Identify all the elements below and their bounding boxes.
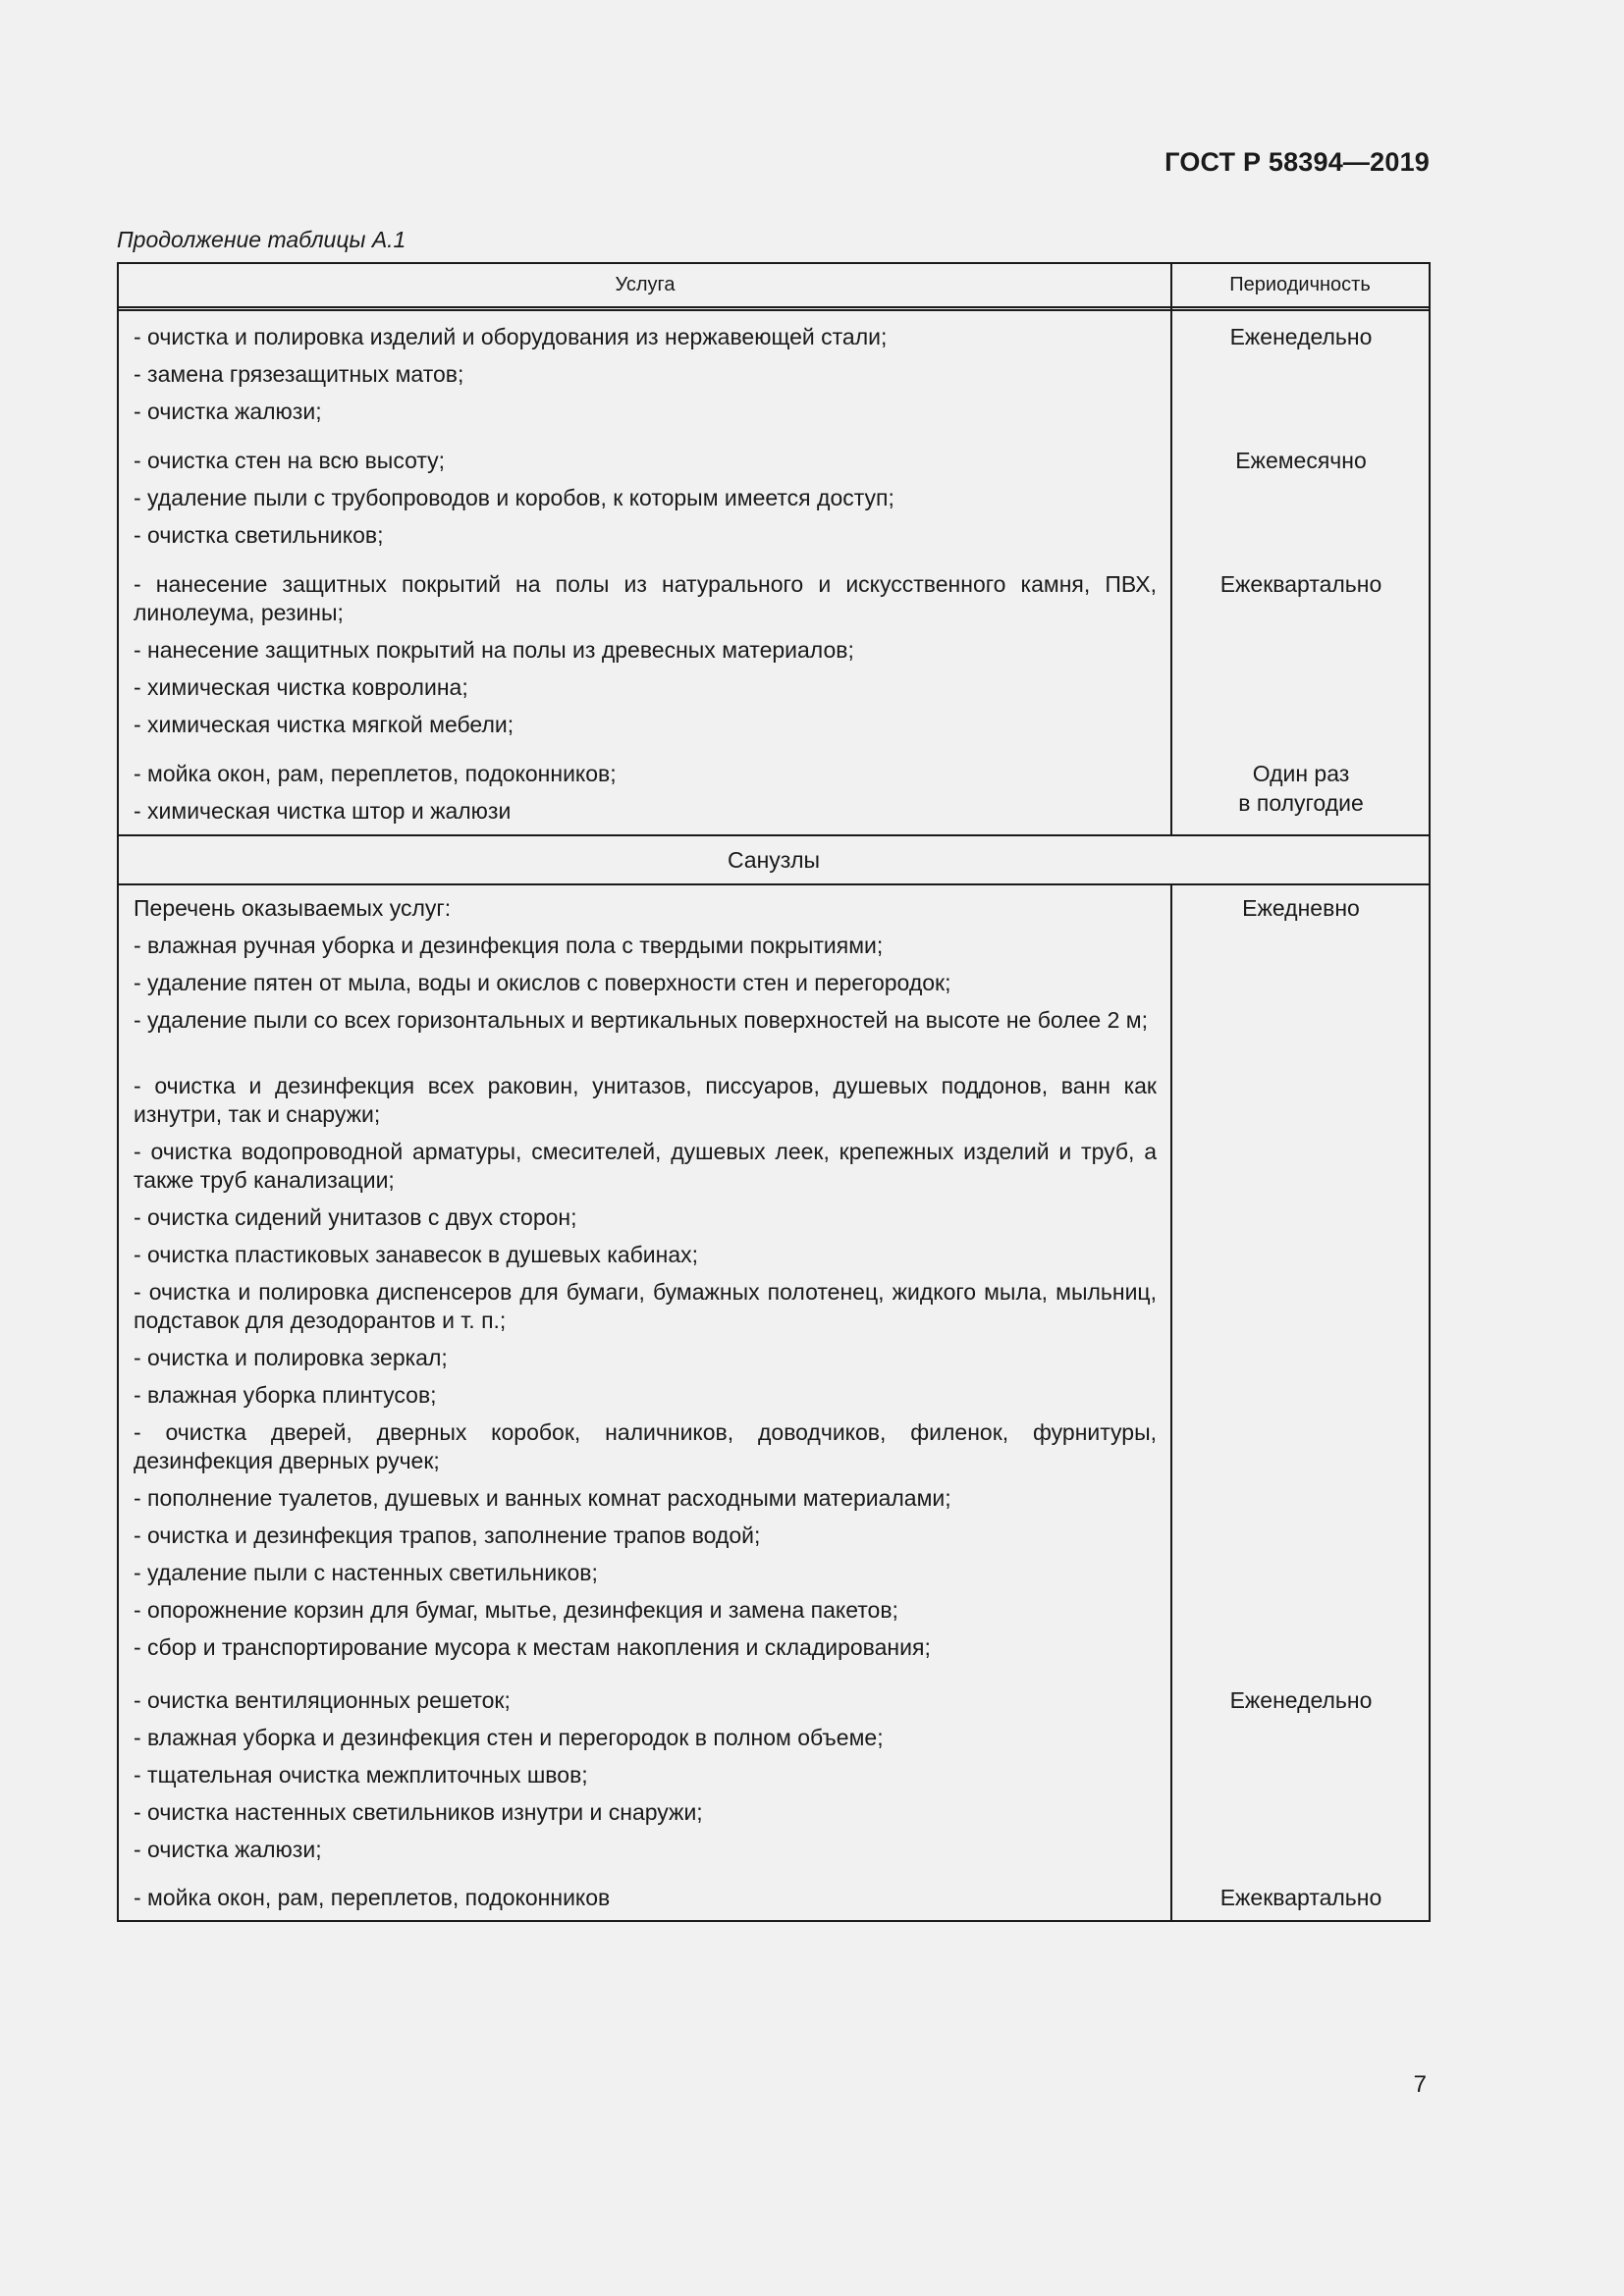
list-item: - очистка дверей, дверных коробок, наличников, доводчиков, филенок, фурнитуры, дезинфекция дверных ручек; xyxy=(134,1419,1157,1473)
list-item: - удаление пыли с трубопроводов и коробов, к которым имеется доступ; xyxy=(134,485,894,510)
list-item: - очистка настенных светильников изнутри и снаружи; xyxy=(134,1799,703,1825)
period-cell: Еженедельно xyxy=(1229,324,1373,349)
list-item: - опорожнение корзин для бумаг, мытье, дезинфекция и замена пакетов; xyxy=(134,1597,898,1623)
list-item: - очистка и полировка изделий и оборудования из нержавеющей стали; xyxy=(134,324,888,349)
list-item: - очистка стен на всю высоту; xyxy=(134,448,446,473)
list-item: - влажная уборка и дезинфекция стен и перегородок в полном объеме; xyxy=(134,1725,884,1750)
column-divider xyxy=(1170,883,1172,1922)
list-item: - удаление пыли со всех горизонтальных и вертикальных поверхностей на высоте не более 2 м; xyxy=(134,1007,1148,1033)
list-item: - замена грязезащитных матов; xyxy=(134,361,464,387)
list-item: - очистка вентиляционных решеток; xyxy=(134,1687,511,1713)
list-item: - тщательная очистка межплиточных швов; xyxy=(134,1762,588,1788)
list-item: - нанесение защитных покрытий на полы из древесных материалов; xyxy=(134,637,854,663)
list-item: - химическая чистка ковролина; xyxy=(134,674,468,700)
list-item: Перечень оказываемых услуг: xyxy=(134,895,452,921)
list-item: - удаление пыли с настенных светильников; xyxy=(134,1560,598,1585)
column-header-period: Периодичность xyxy=(1229,274,1371,295)
period-cell: Ежедневно xyxy=(1242,895,1360,921)
list-item: - химическая чистка мягкой мебели; xyxy=(134,712,514,737)
section-title: Санузлы xyxy=(119,834,1429,885)
list-item: - очистка водопроводной арматуры, смесителей, душевых леек, крепежных изделий и труб, а также труб канализации; xyxy=(134,1139,1157,1193)
services-table xyxy=(117,262,1431,1922)
period-cell: Ежеквартально xyxy=(1219,571,1382,597)
period-cell: Ежемесячно xyxy=(1235,448,1367,473)
list-item: - очистка и полировка диспенсеров для бумаги, бумажных полотенец, жидкого мыла, мыльниц, подставок для дезодорантов и т. п.; xyxy=(134,1279,1157,1333)
column-header-service: Услуга xyxy=(615,274,676,295)
list-item: - очистка жалюзи; xyxy=(134,1837,322,1862)
document-code: ГОСТ Р 58394—2019 xyxy=(1164,147,1430,177)
list-item: - нанесение защитных покрытий на полы из натурального и искусственного камня, ПВХ, линолеума, резины; xyxy=(134,571,1157,625)
list-item: - сбор и транспортирование мусора к местам накопления и складирования; xyxy=(134,1634,931,1660)
column-divider xyxy=(1170,264,1172,311)
page-number: 7 xyxy=(1413,2071,1427,2098)
list-item: - очистка и дезинфекция трапов, заполнение трапов водой; xyxy=(134,1522,761,1548)
period-cell: в полугодие xyxy=(1238,790,1364,816)
list-item: - очистка и дезинфекция всех раковин, унитазов, писсуаров, душевых поддонов, ванн как изнутри, так и снаружи; xyxy=(134,1073,1157,1127)
list-item: - мойка окон, рам, переплетов, подоконников; xyxy=(134,761,617,786)
list-item: - пополнение туалетов, душевых и ванных комнат расходными материалами; xyxy=(134,1485,951,1511)
list-item: - очистка жалюзи; xyxy=(134,399,322,424)
list-item: - очистка пластиковых занавесок в душевых кабинах; xyxy=(134,1242,699,1267)
list-item: - химическая чистка штор и жалюзи xyxy=(134,798,512,824)
table-caption: Продолжение таблицы А.1 xyxy=(117,227,406,252)
period-cell: Ежеквартально xyxy=(1219,1885,1382,1910)
list-item: - удаление пятен от мыла, воды и окислов с поверхности стен и перегородок; xyxy=(134,970,951,995)
table-header xyxy=(119,264,1429,311)
list-item: - влажная уборка плинтусов; xyxy=(134,1382,437,1408)
list-item: - очистка и полировка зеркал; xyxy=(134,1345,448,1370)
list-item: - очистка сидений унитазов с двух сторон; xyxy=(134,1204,577,1230)
list-item: - очистка светильников; xyxy=(134,522,384,548)
period-cell: Один раз xyxy=(1252,761,1350,786)
period-cell: Еженедельно xyxy=(1229,1687,1373,1713)
list-item: - влажная ручная уборка и дезинфекция пола с твердыми покрытиями; xyxy=(134,933,884,958)
list-item: - мойка окон, рам, переплетов, подоконников xyxy=(134,1885,611,1910)
